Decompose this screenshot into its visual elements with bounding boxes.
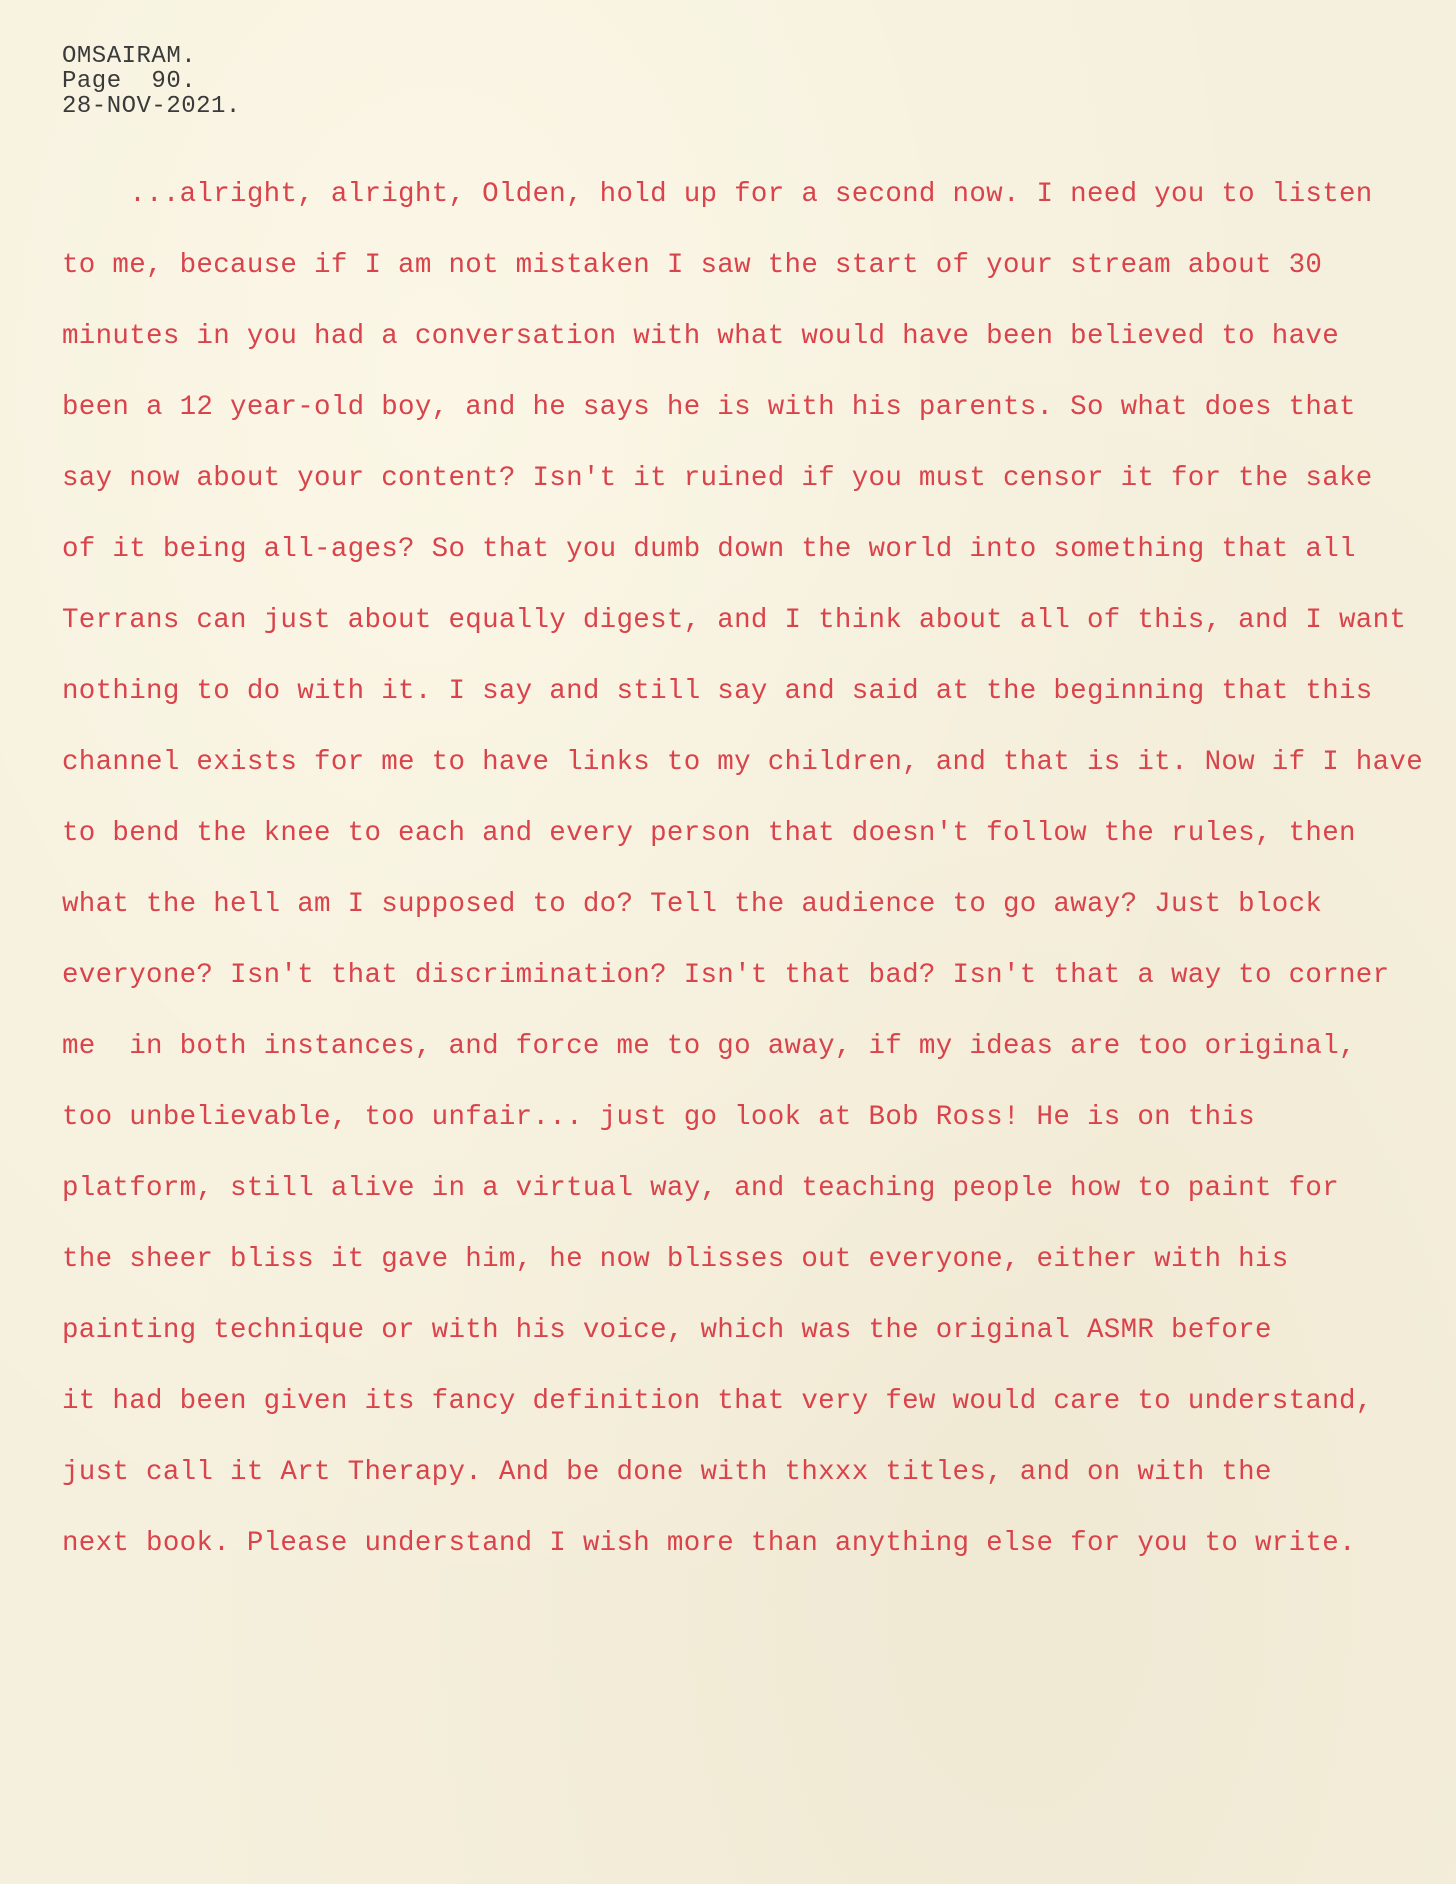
- text-line-11: what the hell am I supposed to do? Tell the audience to go away? Just block: [62, 889, 1323, 920]
- text-line-9: channel exists for me to have links to my children, and that is it. Now if I have: [62, 747, 1424, 778]
- header-title: OMSAIRAM.: [62, 43, 197, 70]
- text-line-18: it had been given its fancy definition that very few would care to understand,: [62, 1386, 1373, 1417]
- page-header: [62, 44, 241, 119]
- text-line-13: me in both instances, and force me to go away, if my ideas are too original,: [62, 1031, 1356, 1062]
- header-date: 28-NOV-2021.: [62, 93, 241, 120]
- text-line-8: nothing to do with it. I say and still say and said at the beginning that this: [62, 676, 1373, 707]
- text-line-19: just call it Art Therapy. And be done with thxxx titles, and on with the: [62, 1457, 1272, 1488]
- text-line-5: say now about your content? Isn't it ruined if you must censor it for the sake: [62, 463, 1373, 494]
- text-line-6: of it being all-ages? So that you dumb down the world into something that all: [62, 534, 1356, 565]
- text-line-2: to me, because if I am not mistaken I saw the start of your stream about 30: [62, 250, 1323, 281]
- text-line-4: been a 12 year-old boy, and he says he is with his parents. So what does that: [62, 392, 1356, 423]
- header-page-number: Page 90.: [62, 68, 197, 95]
- text-line-15: platform, still alive in a virtual way, and teaching people how to paint for: [62, 1173, 1340, 1204]
- text-line-16: the sheer bliss it gave him, he now blisses out everyone, either with his: [62, 1244, 1289, 1275]
- text-line-12: everyone? Isn't that discrimination? Isn't that bad? Isn't that a way to corner: [62, 960, 1390, 991]
- text-line-20: next book. Please understand I wish more than anything else for you to write.: [62, 1528, 1356, 1559]
- text-line-17: painting technique or with his voice, which was the original ASMR before: [62, 1315, 1272, 1346]
- text-line-10: to bend the knee to each and every person that doesn't follow the rules, then: [62, 818, 1356, 849]
- text-line-14: too unbelievable, too unfair... just go look at Bob Ross! He is on this: [62, 1102, 1255, 1133]
- text-line-1: ...alright, alright, Olden, hold up for a second now. I need you to listen: [62, 179, 1373, 210]
- text-line-7: Terrans can just about equally digest, and I think about all of this, and I want: [62, 605, 1407, 636]
- text-line-3: minutes in you had a conversation with what would have been believed to have: [62, 321, 1340, 352]
